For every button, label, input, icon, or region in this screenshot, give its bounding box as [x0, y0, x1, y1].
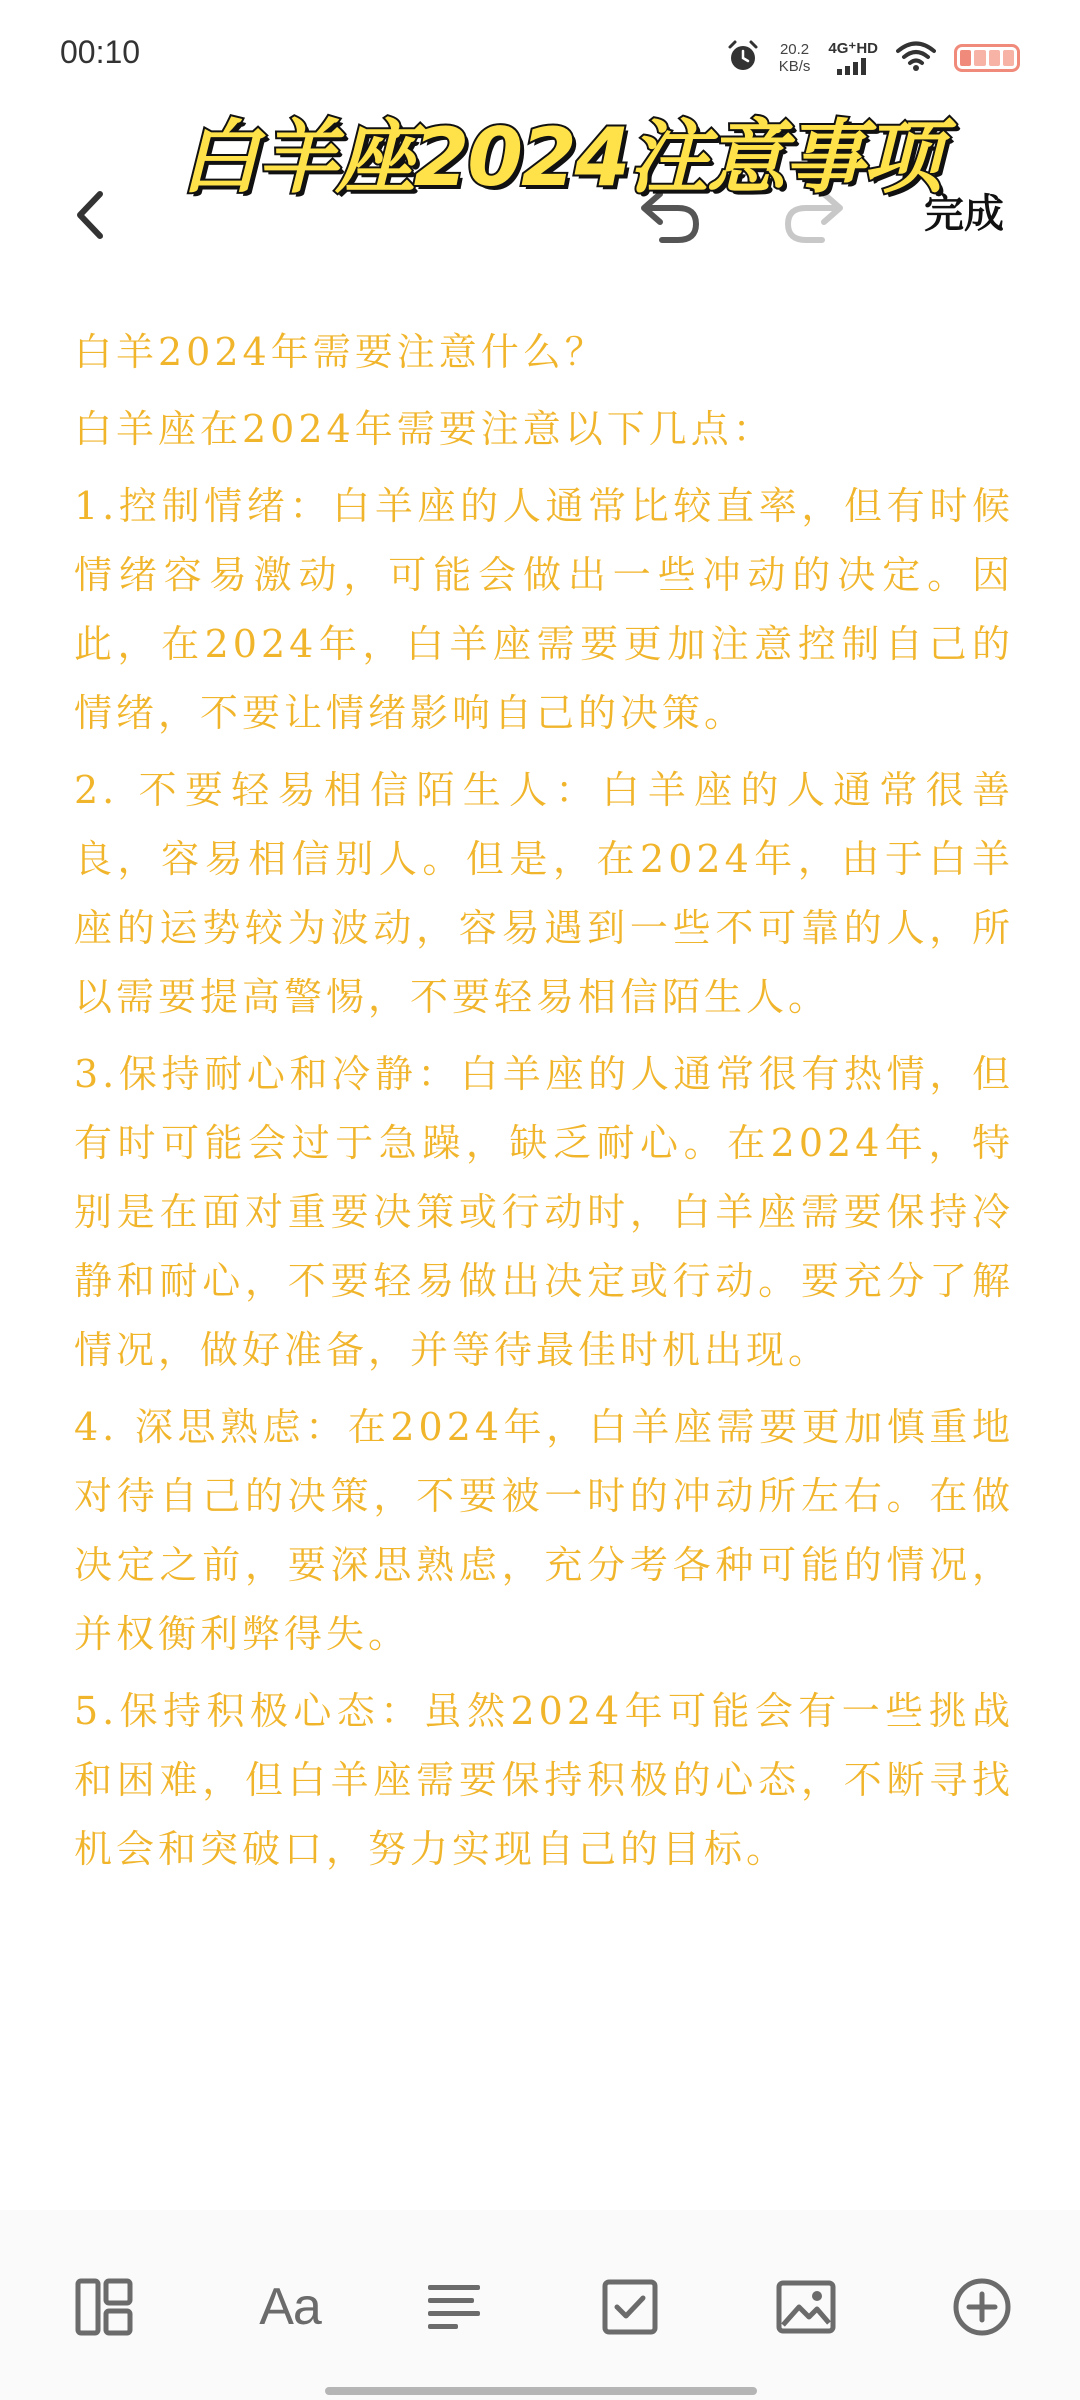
battery-cell	[960, 50, 971, 66]
font-icon: Aa	[259, 2278, 321, 2336]
alarm-icon	[725, 38, 761, 78]
note-paragraph: 4. 深思熟虑：在2024年，白羊座需要更加慎重地对待自己的决策，不要被一时的冲动所左右。在做决定之前，要深思熟虑，充分考各种可能的情况，并权衡利弊得失。	[74, 1405, 1014, 1656]
note-paragraph: 3.保持耐心和冷静：白羊座的人通常很有热情，但有时可能会过于急躁，缺乏耐心。在2024年，特别是在面对重要决策或行动时，白羊座需要保持冷静和耐心，不要轻易做出决定或行动。要充分了解情况，做好准备，并等待最佳时机出现。	[74, 1052, 1014, 1372]
battery-cell	[974, 50, 985, 66]
note-content[interactable]	[74, 318, 1014, 2198]
back-button[interactable]	[60, 180, 120, 250]
note-paragraph: 2. 不要轻易相信陌生人：白羊座的人通常很善良，容易相信别人。但是，在2024年，由于白羊座的运势较为波动，容易遇到一些不可靠的人，所以需要提高警惕，不要轻易相信陌生人。	[74, 768, 1014, 1019]
note-paragraph: 1.控制情绪：白羊座的人通常比较直率，但有时候情绪容易激动，可能会做出一些冲动的决定。因此，在2024年，白羊座需要更加注意控制自己的情绪，不要让情绪影响自己的决策。	[74, 484, 1014, 735]
layout-button[interactable]	[64, 2272, 144, 2342]
done-button[interactable]: 完成	[924, 184, 1004, 244]
wifi-icon	[896, 40, 936, 76]
network-speed	[779, 41, 811, 75]
paragraph-icon	[424, 2279, 484, 2335]
network-speed-value: 20.2	[779, 41, 810, 58]
layout-icon	[74, 2277, 134, 2337]
note-paragraph: 5.保持积极心态：虽然2024年可能会有一些挑战和困难，但白羊座需要保持积极的心态，不断寻找机会和突破口，努力实现自己的目标。	[74, 1689, 1014, 1871]
add-icon	[951, 2276, 1013, 2338]
battery-icon	[954, 44, 1020, 72]
note-paragraph: 白羊2024年需要注意什么？	[74, 330, 607, 374]
bottom-toolbar	[0, 2210, 1080, 2400]
font-button[interactable]	[240, 2272, 340, 2342]
status-time: 00:10	[60, 34, 141, 70]
signal-icon	[836, 57, 870, 75]
overlay-title: 白羊座2024注意事项	[179, 111, 941, 204]
battery-cell	[989, 50, 1000, 66]
network-type-label: 4G⁺HD	[828, 40, 878, 57]
add-button[interactable]	[942, 2272, 1022, 2342]
paragraph-format-button[interactable]	[414, 2272, 494, 2342]
status-bar	[0, 0, 1080, 110]
status-icons	[725, 36, 1020, 80]
checkbox-icon	[600, 2277, 660, 2337]
back-arrow-icon	[60, 180, 120, 250]
network-type	[828, 41, 878, 75]
network-speed-unit: KB/s	[778, 58, 811, 75]
checklist-button[interactable]	[590, 2272, 670, 2342]
note-paragraph: 白羊座在2024年需要注意以下几点：	[74, 407, 775, 451]
insert-image-button[interactable]	[766, 2272, 846, 2342]
home-indicator[interactable]	[325, 2387, 757, 2395]
image-icon	[775, 2279, 837, 2335]
battery-cell	[1003, 50, 1014, 66]
